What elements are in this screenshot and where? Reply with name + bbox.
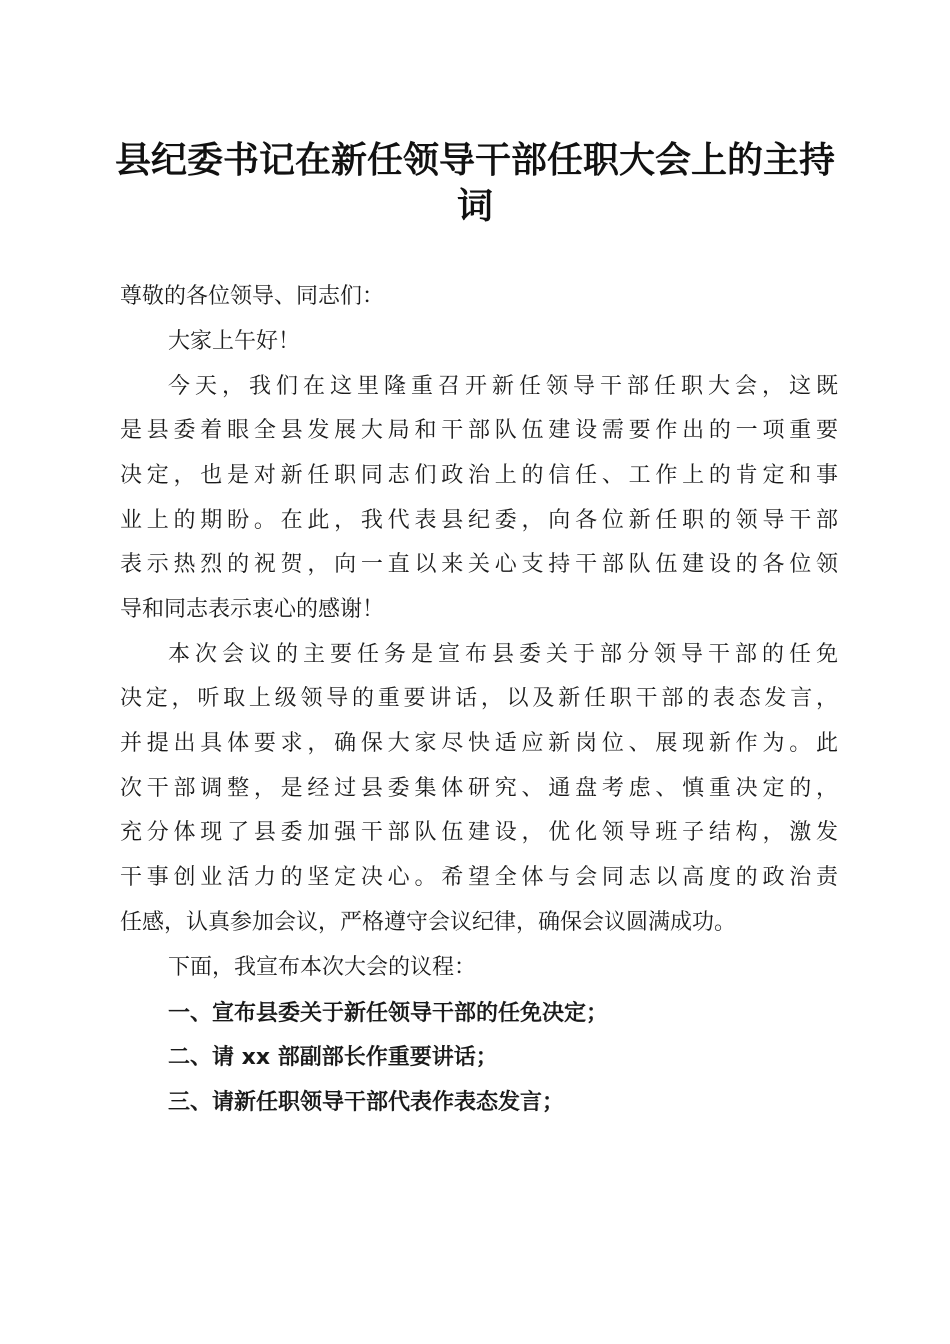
paragraph1-line: 导和同志表示衷心的感谢！ xyxy=(120,597,385,622)
document-title-line-2: 词 xyxy=(456,185,493,227)
paragraph2-line: 次干部调整，是经过县委集体研究、通盘考虑、慎重决定的， xyxy=(120,776,838,801)
agenda-item: 二、请 xx 部副部长作重要讲话； xyxy=(168,1045,498,1070)
paragraph2-line: 并提出具体要求，确保大家尽快适应新岗位、展现新作为。此 xyxy=(120,731,838,756)
paragraph1-line: 是县委着眼全县发展大局和干部队伍建设需要作出的一项重要 xyxy=(120,418,838,443)
paragraph1-line: 今天，我们在这里隆重召开新任领导干部任职大会，这既 xyxy=(168,374,838,399)
paragraph2-line: 任感，认真参加会议，严格遵守会议纪律，确保会议圆满成功。 xyxy=(120,910,737,935)
salutation: 尊敬的各位领导、同志们： xyxy=(120,284,385,309)
agenda-item: 三、请新任职领导干部代表作表态发言； xyxy=(168,1090,565,1115)
agenda-item: 一、宣布县委关于新任领导干部的任免决定； xyxy=(168,1001,609,1026)
paragraph1-line: 表示热烈的祝贺，向一直以来关心支持干部队伍建设的各位领 xyxy=(120,552,838,577)
agenda-intro: 下面，我宣布本次大会的议程： xyxy=(168,955,477,980)
paragraph2-line: 决定，听取上级领导的重要讲话，以及新任职干部的表态发言， xyxy=(120,686,838,711)
paragraph2-line: 干事创业活力的坚定决心。希望全体与会同志以高度的政治责 xyxy=(120,865,838,890)
paragraph1-line: 决定，也是对新任职同志们政治上的信任、工作上的肯定和事 xyxy=(120,463,838,488)
greeting: 大家上午好！ xyxy=(168,329,301,354)
paragraph1-line: 业上的期盼。在此，我代表县纪委，向各位新任职的领导干部 xyxy=(120,508,838,533)
document-title-line-1: 县纪委书记在新任领导干部任职大会上的主持 xyxy=(114,139,835,181)
paragraph2-line: 充分体现了县委加强干部队伍建设，优化领导班子结构，激发 xyxy=(120,820,838,845)
paragraph2-line: 本次会议的主要任务是宣布县委关于部分领导干部的任免 xyxy=(168,642,838,667)
